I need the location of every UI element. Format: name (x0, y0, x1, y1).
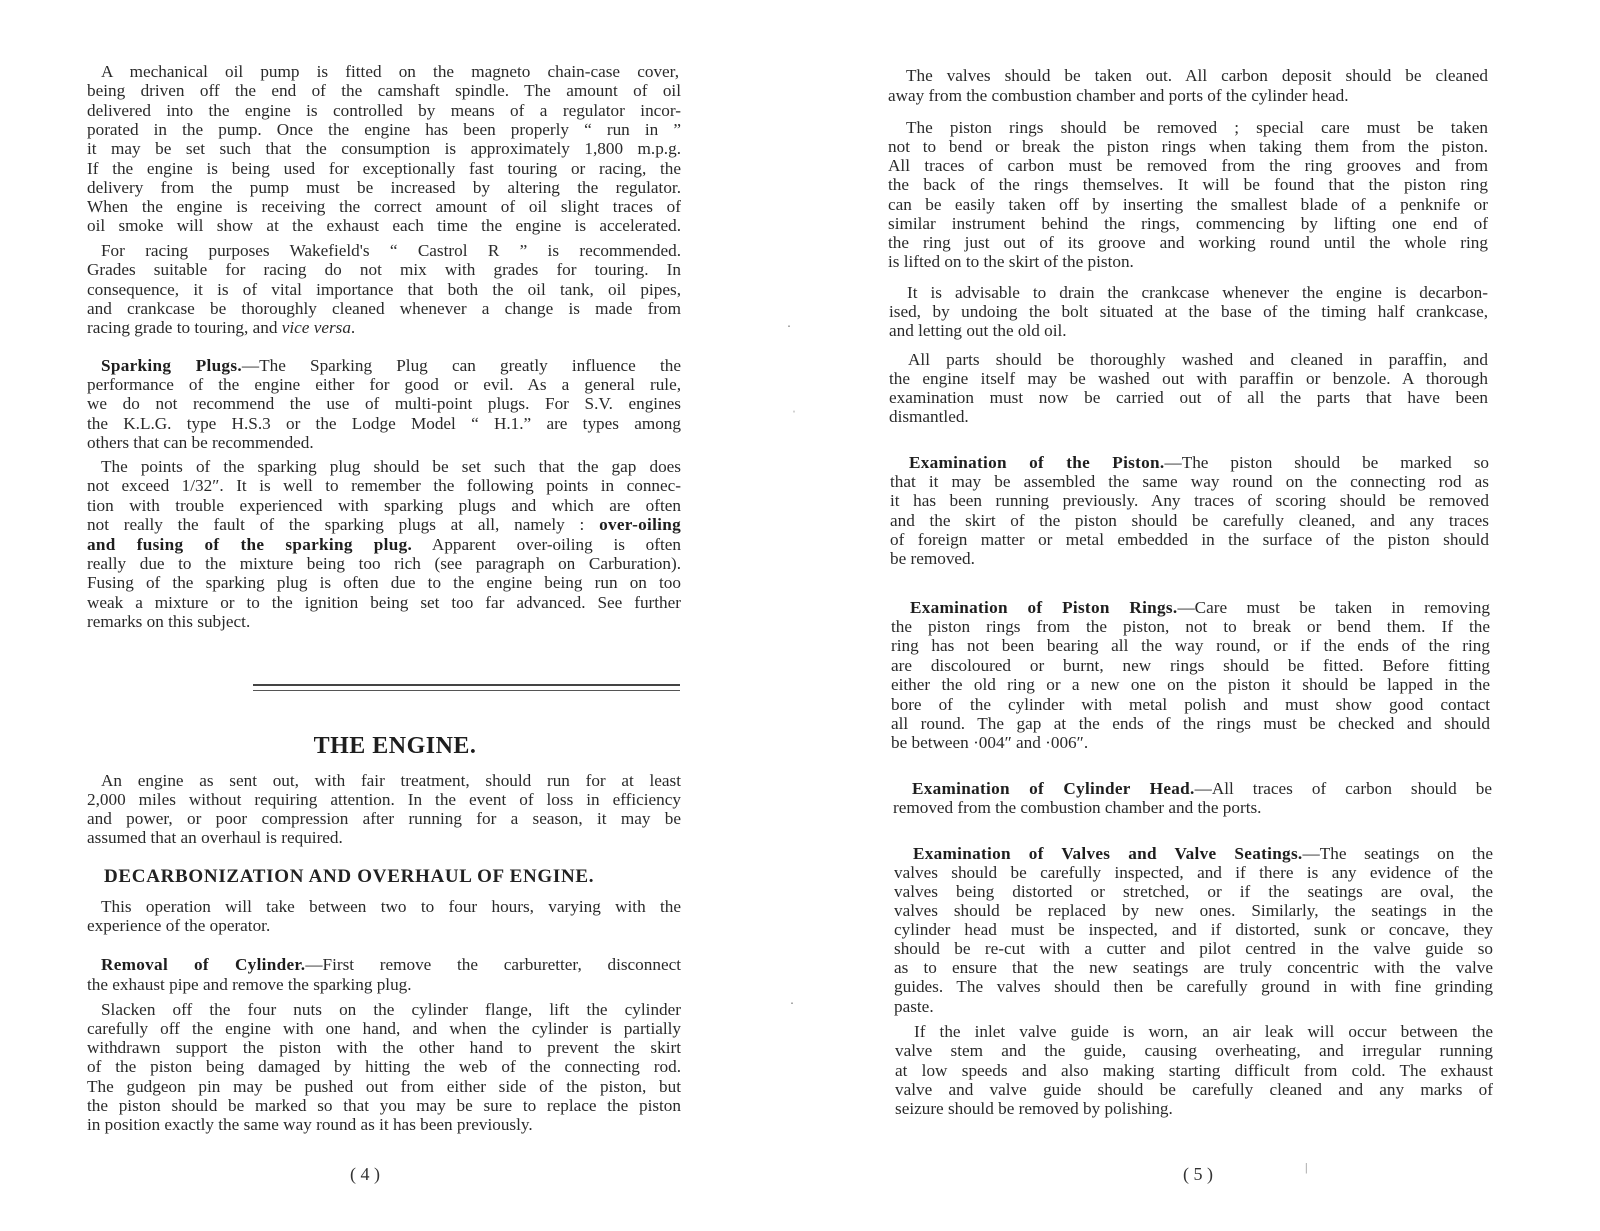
text-line: and the skirt of the piston should be carefully cleaned, and any traces (890, 511, 1489, 530)
text-line: all round. The gap at the ends of the rings must be checked and should (891, 714, 1490, 733)
text-line (101, 356, 681, 376)
text-line: and power, or poor compression after running for a season, it may be (87, 809, 681, 828)
italic-text: vice versa (281, 318, 351, 337)
section-heading: Sparking Plugs. (101, 356, 242, 375)
section-title: THE ENGINE. (313, 733, 477, 759)
text-line: the exhaust pipe and remove the sparking plug. (87, 975, 412, 994)
text-line: valves being distorted or stretched, or if the seatings are oval, the (894, 882, 1493, 901)
bold-text: over-oiling (599, 515, 681, 534)
text-line: really due to the mixture being too rich (see paragraph on Carburation). (87, 554, 681, 573)
text-line: cylinder head must be inspected, and if distorted, sunk or concave, they (894, 920, 1493, 939)
text-line: should be re-cut with a cutter and pilot centred in the valve guide so (894, 939, 1493, 958)
text-line: ised, by undoing the bolt situated at the base of the timing half crankcase, (889, 302, 1488, 321)
text-line: weak a mixture or to the ignition being set too far advanced. See further (87, 593, 681, 612)
text-line: at low speeds and also making starting difficult from cold. The exhaust (895, 1061, 1493, 1080)
text-line: the back of the rings themselves. It will be found that the piston ring (888, 175, 1488, 194)
text-line: seizure should be removed by polishing. (895, 1099, 1173, 1118)
text-line: All parts should be thoroughly washed and cleaned in paraffin, and (908, 350, 1488, 369)
text-line: consequence, it is of vital importance that both the oil tank, oil pipes, (87, 280, 681, 299)
text-line: being driven off the end of the camshaft spindle. The amount of oil (87, 81, 681, 100)
text-line: porated in the pump. Once the engine has been properly “ run in ” (87, 120, 681, 139)
text-line: experience of the operator. (87, 916, 271, 935)
text-line (913, 844, 1493, 864)
text-line: similar instrument behind the rings, commencing by lifting one end of (888, 214, 1488, 233)
text-line: If the inlet valve guide is worn, an air leak will occur between the (914, 1022, 1493, 1041)
text-line: The piston rings should be removed ; special care must be taken (906, 118, 1488, 137)
margin-mark: | (1305, 1160, 1308, 1174)
text-line: The gudgeon pin may be pushed out from either side of the piston, but (87, 1077, 681, 1096)
text-line (912, 779, 1492, 799)
text-line: It is advisable to drain the crankcase whenever the engine is decarbon- (907, 283, 1488, 302)
page-number: ( 4 ) (350, 1164, 380, 1184)
text-line: the ring just out of its groove and working round until the whole ring (888, 233, 1488, 252)
text-line: others that can be recommended. (87, 433, 314, 452)
text-line: When the engine is receiving the correct amount of oil slight traces of (87, 197, 681, 216)
gutter-mark: ˈ (792, 408, 796, 422)
section-heading: Examination of Valves and Valve Seatings. (913, 844, 1303, 863)
text-line: For racing purposes Wakefield's “ Castrol R ” is recommended. (101, 241, 681, 260)
text-line: paste. (894, 997, 934, 1016)
text-line: valve stem and the guide, causing overheating, and irregular running (895, 1041, 1493, 1060)
text-line: Fusing of the sparking plug is often due to the engine being run on too (87, 573, 681, 592)
text-run: —All traces of carbon should be (1194, 779, 1492, 798)
text-line: remarks on this subject. (87, 612, 251, 631)
text-line: oil smoke will show at the exhaust each time the engine is accelerated. (87, 216, 681, 235)
text-line: dismantled. (889, 407, 969, 426)
text-line: valves should be replaced by new ones. Similarly, the seatings in the (894, 901, 1493, 920)
text-line: it has been running previously. Any traces of scoring should be removed (890, 491, 1489, 510)
text-line: tion with trouble experienced with sparking plugs and which are often (87, 496, 681, 515)
text-line: 2,000 miles without requiring attention. In the event of loss in efficiency (87, 790, 681, 809)
text-line: can be easily taken off by inserting the smallest blade of a penknife or (888, 195, 1488, 214)
text-line: Grades suitable for racing do not mix with grades for touring. In (87, 260, 681, 279)
page-number: ( 5 ) (1183, 1164, 1213, 1184)
text-line: away from the combustion chamber and ports of the cylinder head. (888, 86, 1349, 105)
subsection-title: DECARBONIZATION AND OVERHAUL OF ENGINE. (104, 866, 595, 887)
text-line: A mechanical oil pump is fitted on the magneto chain-case cover, (101, 62, 679, 81)
text-line: the piston should be marked so that you may be sure to replace the piston (87, 1096, 681, 1115)
text-line: assumed that an overhaul is required. (87, 828, 343, 847)
text-line (909, 453, 1489, 473)
text-run: Apparent over-oiling is often (412, 535, 681, 554)
gutter-mark: ․ (787, 316, 792, 330)
text-line: we do not recommend the use of multi-point plugs. For S.V. engines (87, 394, 681, 413)
text-line: that it may be assembled the same way round on the connecting rod as (890, 472, 1489, 491)
text-line: as to ensure that the new seatings are truly concentric with the valve (894, 958, 1493, 977)
text-line: and letting out the old oil. (889, 321, 1067, 340)
text-line: delivery from the pump must be increased by altering the regulator. (87, 178, 681, 197)
text-line: This operation will take between two to four hours, varying with the (101, 897, 681, 916)
text-line: be removed. (890, 549, 975, 568)
double-rule-divider (253, 684, 680, 691)
section-heading: Examination of Piston Rings. (910, 598, 1178, 617)
text-run: —The piston should be marked so (1164, 453, 1489, 472)
text-line: The points of the sparking plug should be set such that the gap does (101, 457, 681, 476)
section-heading: Examination of Cylinder Head. (912, 779, 1195, 798)
text-line: delivered into the engine is controlled by means of a regulator incor- (87, 101, 681, 120)
bold-text: and fusing of the sparking plug. (87, 535, 413, 554)
text-run: not really the fault of the sparking plugs at all, namely : (87, 515, 600, 534)
text-line (87, 515, 681, 535)
text-line: is lifted on to the skirt of the piston. (888, 252, 1134, 271)
right-page (800, 0, 1600, 1231)
text-line: either the old ring or a new one on the piston it should be lapped in the (891, 675, 1490, 694)
text-line (101, 955, 681, 975)
text-line: of the piston being damaged by hitting the web of the connecting rod. (87, 1057, 681, 1076)
text-run: —Care must be taken in removing (1177, 598, 1490, 617)
text-line: the K.L.G. type H.S.3 or the Lodge Model “ H.1.” are types among (87, 414, 681, 433)
text-line: The valves should be taken out. All carbon deposit should be cleaned (906, 66, 1488, 85)
text-line: performance of the engine either for good or evil. As a general rule, (87, 375, 681, 394)
text-line: of foreign matter or metal embedded in the surface of the piston should (890, 530, 1489, 549)
text-run: —First remove the carburetter, disconnect (305, 955, 681, 974)
text-line: be between ·004″ and ·006″. (891, 733, 1089, 752)
text-line: All traces of carbon must be removed from the ring grooves and from (888, 156, 1488, 175)
text-line: carefully off the engine with one hand, and when the cylinder is partially (87, 1019, 681, 1038)
text-line: it may be set such that the consumption is approximately 1,800 m.p.g. (87, 139, 681, 158)
text-run: racing grade to touring, and (87, 318, 282, 337)
text-line: If the engine is being used for exceptionally fast touring or racing, the (87, 159, 681, 178)
text-run: —The seatings on the (1302, 844, 1494, 863)
text-line: are discoloured or burnt, new rings should be fitted. Before fitting (891, 656, 1490, 675)
text-run: —The Sparking Plug can greatly influence the (241, 356, 681, 375)
text-line: not to bend or break the piston rings when taking them from the piston. (888, 137, 1488, 156)
text-line: guides. The valves should then be carefully ground in with fine grinding (894, 977, 1493, 996)
text-line: Slacken off the four nuts on the cylinder flange, lift the cylinder (101, 1000, 681, 1019)
text-line: withdrawn support the piston with the other hand to prevent the skirt (87, 1038, 681, 1057)
text-line: removed from the combustion chamber and the ports. (893, 798, 1262, 817)
text-line (87, 535, 681, 555)
text-line: bore of the cylinder with metal polish and must show good contact (891, 695, 1490, 714)
text-line: valve and valve guide should be carefully cleaned and any marks of (895, 1080, 1493, 1099)
section-heading: Removal of Cylinder. (101, 955, 306, 974)
text-run: . (350, 318, 356, 337)
text-line: An engine as sent out, with fair treatment, should run for at least (101, 771, 681, 790)
section-heading: Examination of the Piston. (909, 453, 1165, 472)
text-line: in position exactly the same way round as it has been previously. (87, 1115, 533, 1134)
text-line: not exceed 1/32″. It is well to remember the following points in connec- (87, 476, 681, 495)
text-line: the engine itself may be washed out with paraffin or benzole. A thorough (889, 369, 1488, 388)
gutter-mark: ․ (790, 993, 795, 1007)
text-line: ring has not been bearing all the way round, or if the ends of the ring (891, 636, 1490, 655)
text-line (910, 598, 1490, 618)
text-line: valves should be carefully inspected, and if there is any evidence of the (894, 863, 1493, 882)
text-line: examination must now be carried out of all the parts that have been (889, 388, 1488, 407)
text-line: and crankcase be thoroughly cleaned whenever a change is made from (87, 299, 681, 318)
text-line (87, 318, 681, 338)
left-page (0, 0, 790, 1231)
text-line: the piston rings from the piston, not to break or bend them. If the (891, 617, 1490, 636)
